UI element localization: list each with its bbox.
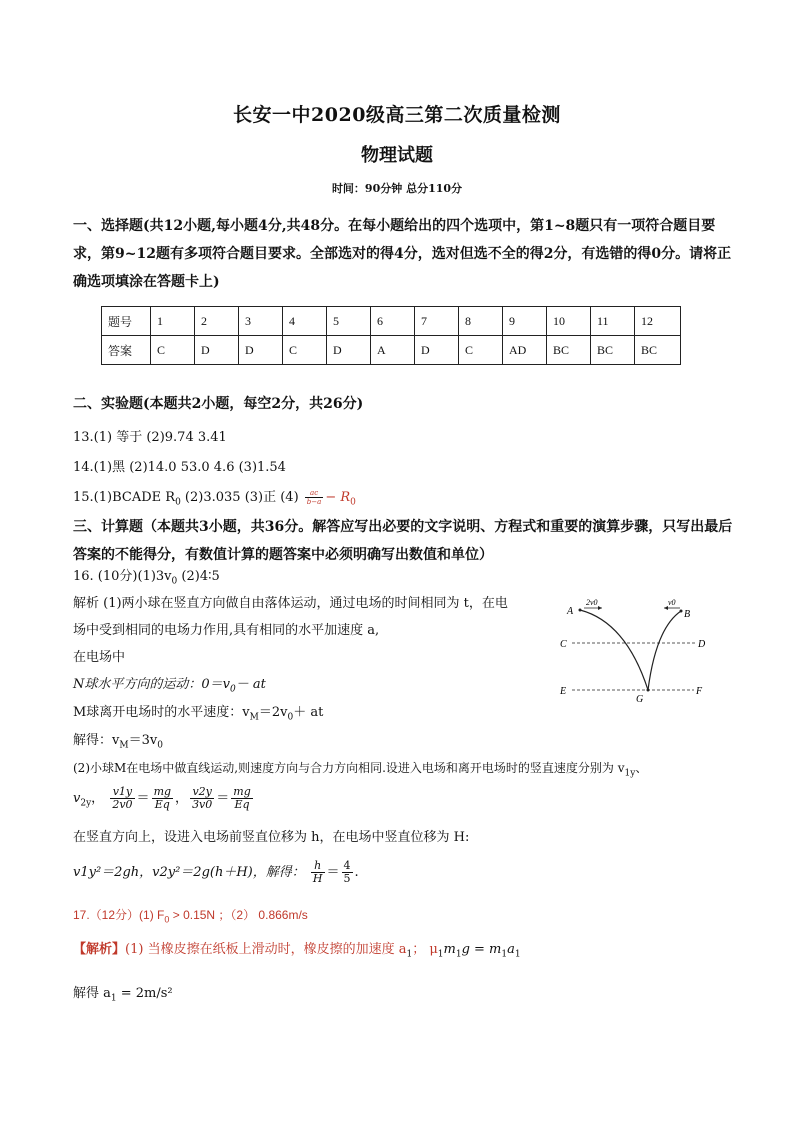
q16-line8: $v_{2y}$， $\frac{v1y}{2v0}$ ＝ $\frac{mg}{Eq}$ ， $\frac{v2y}{3v0}$ ＝ $\frac{mg}{Eq}$ xyxy=(73,785,251,811)
q16-line1: 解析 (1)两小球在竖直方向做自由落体运动，通过电场的时间相同为 t，在电 xyxy=(73,596,508,611)
answer-table xyxy=(101,306,681,365)
q16-l5-text-c: ＋ at xyxy=(293,705,324,720)
page-title: 长安一中2020级高三第二次质量检测 xyxy=(233,104,561,126)
q16-line10: v1y²＝2gh，v2y²＝2g(h＋H)，解得： $\frac{h}{H}$ ＝ $\frac{4}{5}$ . xyxy=(73,859,359,885)
q16-l10-text: v1y²＝2gh，v2y²＝2g(h＋H)，解得： xyxy=(73,865,305,880)
q17-l1-sub5: 1 xyxy=(514,949,521,960)
q16-l6-sub2: 0 xyxy=(157,740,163,751)
q16-head-text: 16. (10分)(1)3v xyxy=(73,569,172,584)
point-a xyxy=(579,609,582,612)
q15-formula xyxy=(303,489,356,508)
table-header-cell: 答案 xyxy=(102,336,151,365)
q17-l1-text-e: a xyxy=(507,942,515,957)
frac3-den: 3v0 xyxy=(192,798,213,811)
exam-meta: 时间：90分钟 总分110分 xyxy=(331,182,463,195)
q17-l1-sub4: 1 xyxy=(501,949,508,960)
answer-cell: D xyxy=(195,336,239,365)
label-c: C xyxy=(560,639,567,650)
q17-head xyxy=(73,905,308,929)
arrow-head-2v0 xyxy=(598,606,602,610)
q17-line1 xyxy=(73,940,521,965)
q16-line2: 场中受到相同的电场力作用,具有相同的水平加速度 a, xyxy=(73,623,380,638)
number-cell: 3 xyxy=(239,307,283,336)
q13-answer: 13.(1) 等于 (2)9.74 3.41 xyxy=(73,430,227,445)
q16-line5 xyxy=(73,703,323,728)
q17-l2-text: 解得 a xyxy=(73,986,111,1001)
q16-l6-text: 解得：v xyxy=(73,733,120,748)
q15-text-b: (2)3.035 (3)正 (4) xyxy=(180,490,299,505)
frac2-den: Eq xyxy=(154,798,170,811)
q16-l4-text-b: － at xyxy=(235,677,266,692)
label-b: B xyxy=(684,609,691,620)
q17-l1-text-b: ； μ xyxy=(412,942,438,957)
frac1-num: v1y xyxy=(110,786,134,799)
q17-l1-sub: 1 xyxy=(406,949,413,960)
q17-tag: 【解析】 xyxy=(73,942,126,957)
q16-line3: 在电场中 xyxy=(73,650,126,665)
label-2v0: 2v0 xyxy=(586,598,598,607)
section1-text: 一、选择题(共12小题,每小题4分,共48分。在每小题给出的四个选项中，第1~8题只有一项符合题目要求，第9~12题有多项符合题目要求。全部选对的得4分，选对但选不全的得2分，有选错的得0分。请将正确选项填涂在答题卡上) xyxy=(73,218,732,290)
q15-formula-sub: 0 xyxy=(350,497,356,508)
q16-l8-text: v xyxy=(73,791,81,806)
number-cell: 6 xyxy=(371,307,415,336)
q14-answer: 14.(1)黑 (2)14.0 53.0 4.6 (3)1.54 xyxy=(73,460,286,475)
q17-l1-text-d: g = m xyxy=(461,942,502,957)
trajectory-n xyxy=(648,611,681,690)
q17-l1-text: (1) 当橡皮擦在纸板上滑动时，橡皮擦的加速度 a xyxy=(125,942,407,957)
point-g xyxy=(647,689,650,692)
frac5-den: H xyxy=(312,872,323,885)
frac6-num: 4 xyxy=(343,859,351,872)
frac5-num: h xyxy=(311,860,325,873)
frac3-num: v2y xyxy=(190,786,214,799)
number-cell: 10 xyxy=(547,307,591,336)
answer-cell: D xyxy=(415,336,459,365)
answer-cell: AD xyxy=(503,336,547,365)
q17-l2-text-b: = 2m/s² xyxy=(116,986,173,1001)
label-e: E xyxy=(560,686,567,697)
q16-l5-sub2: 0 xyxy=(287,712,294,723)
number-cell: 2 xyxy=(195,307,239,336)
answer-cell: BC xyxy=(547,336,591,365)
q16-l8-sub: 2y xyxy=(80,798,92,809)
section3-title: 三、计算题（本题共3小题，共36分。解答应写出必要的文字说明、方程式和重要的演算步骤，只写出最后答案的不能得分，有数值计算的题答案中必须明确写出数值和单位） xyxy=(73,519,733,563)
label-f: F xyxy=(696,686,703,697)
number-cell: 1 xyxy=(151,307,195,336)
q16-l6-sub: M xyxy=(119,740,129,751)
q17-l1-text-c: m xyxy=(443,942,456,957)
q15-answer xyxy=(73,488,356,513)
q16-l4-text: N球水平方向的运动：0＝v xyxy=(73,677,230,692)
physics-diagram xyxy=(556,596,716,706)
frac2-num: mg xyxy=(153,785,172,798)
answer-cell: C xyxy=(151,336,195,365)
answer-cell: C xyxy=(459,336,503,365)
q16-l7-text-b: 、 xyxy=(635,761,648,775)
q17-head-text-b: > 0.15N ；（2） 0.866m/s xyxy=(169,908,308,922)
q17-l1-sub2: 1 xyxy=(437,949,444,960)
q17-head-text: 17.（12分）(1) F xyxy=(73,908,165,922)
label-v0: v0 xyxy=(668,598,676,607)
q15-formula-tail: − R xyxy=(325,490,351,505)
frac4-num: mg xyxy=(233,785,251,798)
q16-l8-text-b: ， xyxy=(91,791,105,806)
q15-formula-den: b−a xyxy=(306,498,322,506)
q16-l6-text-b: ＝3v xyxy=(128,733,158,748)
number-cell: 5 xyxy=(327,307,371,336)
q17-l1-sub3: 1 xyxy=(455,949,462,960)
q16-l4-sub: 0 xyxy=(230,684,236,695)
q16-line4 xyxy=(73,675,266,700)
answer-cell: A xyxy=(371,336,415,365)
q17-head-sub: 0 xyxy=(164,914,170,925)
trajectory-m xyxy=(580,610,648,690)
q17-line2 xyxy=(73,984,173,1009)
frac4-den: Eq xyxy=(234,798,250,811)
label-a: A xyxy=(567,606,574,617)
q16-l5-text-b: ＝2v xyxy=(258,705,288,720)
point-b xyxy=(680,610,683,613)
q16-l7-sub: 1y xyxy=(624,768,636,779)
number-cell: 7 xyxy=(415,307,459,336)
q17-l2-sub: 1 xyxy=(110,993,117,1004)
table-row xyxy=(102,307,681,336)
q16-line6 xyxy=(73,731,163,756)
number-cell: 9 xyxy=(503,307,547,336)
answer-cell: BC xyxy=(635,336,681,365)
answer-cell: BC xyxy=(591,336,635,365)
q16-head-text-b: (2)4∶5 xyxy=(177,569,220,584)
section2-title: 二、实验题(本题共2小题，每空2分，共26分) xyxy=(73,396,364,412)
frac1-den: 2v0 xyxy=(112,798,133,811)
frac6-den: 5 xyxy=(343,872,351,885)
number-cell: 12 xyxy=(635,307,681,336)
q16-l5-text: M球离开电场时的水平速度：v xyxy=(73,705,250,720)
q15-formula-num: ac xyxy=(305,489,324,498)
q16-l10-end: . xyxy=(354,865,359,880)
number-cell: 11 xyxy=(591,307,635,336)
q16-head xyxy=(73,567,220,592)
q15-text: 15.(1)BCADE R xyxy=(73,490,176,505)
label-g: G xyxy=(636,694,644,705)
q16-l5-sub: M xyxy=(249,712,259,723)
q16-line7 xyxy=(73,758,647,783)
number-cell: 4 xyxy=(283,307,327,336)
answer-cell: D xyxy=(327,336,371,365)
q16-head-sub: 0 xyxy=(171,576,178,587)
table-header-cell: 题号 xyxy=(102,307,151,336)
label-d: D xyxy=(698,639,706,650)
q15-sub: 0 xyxy=(175,497,181,508)
q16-line9: 在竖直方向上，设进入电场前竖直位移为 h，在电场中竖直位移为 H: xyxy=(73,830,470,845)
answer-cell: C xyxy=(283,336,327,365)
q16-l7-text: (2)小球M在电场中做直线运动,则速度方向与合力方向相同.设进入电场和离开电场时的竖直速度分别为 v xyxy=(73,761,625,775)
table-row xyxy=(102,336,681,365)
frac1-eq: ＝ xyxy=(136,791,150,806)
answer-cell: D xyxy=(239,336,283,365)
number-cell: 8 xyxy=(459,307,503,336)
page-subtitle: 物理试题 xyxy=(361,145,433,166)
